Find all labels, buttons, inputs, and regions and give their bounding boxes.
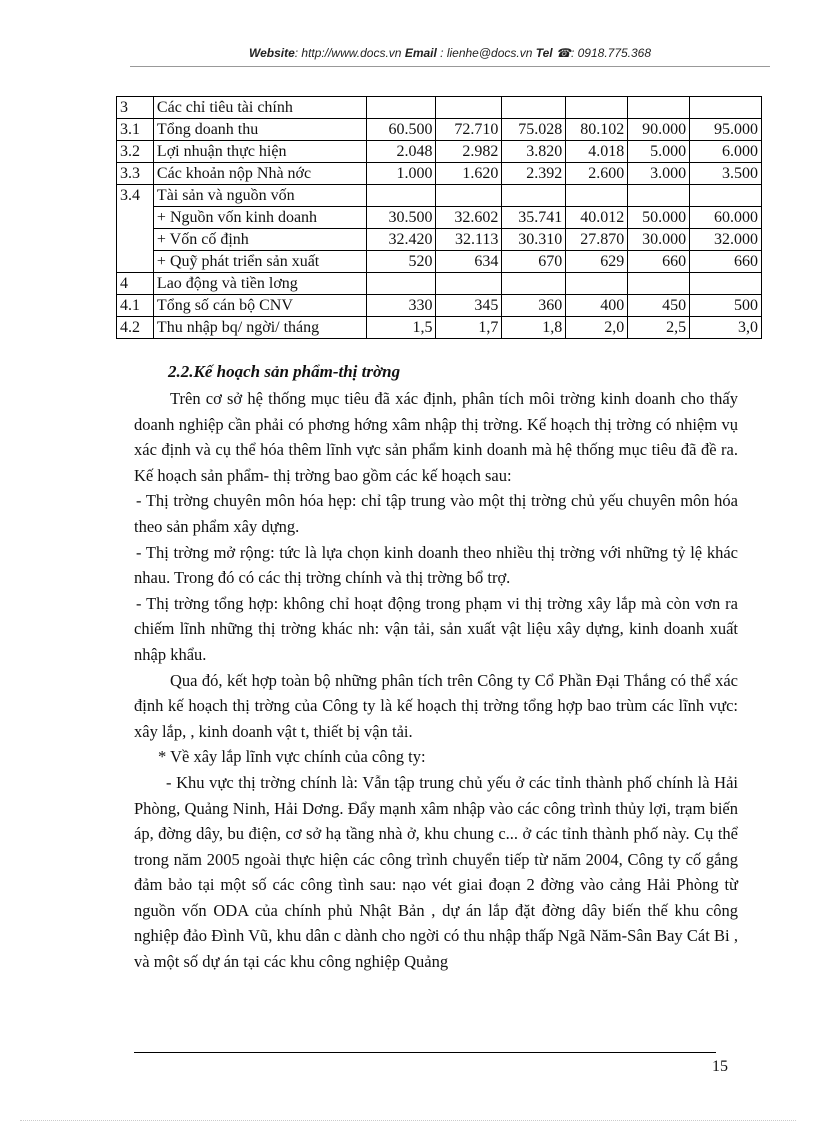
table-row xyxy=(117,207,762,229)
row-label: + Quỹ phát triển sản xuất xyxy=(153,251,366,273)
value-cell xyxy=(502,97,566,119)
row-label: Tài sản và nguồn vốn xyxy=(153,185,366,207)
value-cell: 360 xyxy=(502,295,566,317)
value-cell: 2.982 xyxy=(436,141,502,163)
website-url[interactable]: : http://www.docs.vn xyxy=(294,46,402,60)
paragraph: - Thị trờng mở rộng: tức là lựa chọn kinh doanh theo nhiều thị trờng với những tỷ lệ khác nhau. Trong đó có các thị trờng chính và thị trờng bổ trợ. xyxy=(134,542,738,588)
footer-divider xyxy=(134,1052,716,1053)
value-cell xyxy=(366,185,436,207)
value-cell: 3.820 xyxy=(502,141,566,163)
page-number: 15 xyxy=(712,1058,728,1075)
value-cell: 60.500 xyxy=(366,119,436,141)
value-cell: 60.000 xyxy=(690,207,762,229)
value-cell: 629 xyxy=(566,251,628,273)
paragraph: - Thị trờng chuyên môn hóa hẹp: chỉ tập trung vào một thị trờng chủ yếu chuyên môn hóa theo sản phẩm xây dựng. xyxy=(134,491,738,536)
value-cell: 670 xyxy=(502,251,566,273)
value-cell xyxy=(502,185,566,207)
value-cell: 345 xyxy=(436,295,502,317)
value-cell: 3,0 xyxy=(690,317,762,339)
paragraph: * Về xây lắp lĩnh vực chính của công ty: xyxy=(158,747,426,767)
row-number xyxy=(117,229,154,251)
value-cell: 2.392 xyxy=(502,163,566,185)
value-cell: 30.310 xyxy=(502,229,566,251)
value-cell xyxy=(566,97,628,119)
table-row xyxy=(117,163,762,185)
value-cell xyxy=(690,97,762,119)
value-cell: 500 xyxy=(690,295,762,317)
value-cell: 5.000 xyxy=(628,141,690,163)
row-label: Các chỉ tiêu tài chính xyxy=(153,97,366,119)
value-cell: 32.000 xyxy=(690,229,762,251)
value-cell: 634 xyxy=(436,251,502,273)
value-cell: 35.741 xyxy=(502,207,566,229)
row-number xyxy=(117,251,154,273)
value-cell xyxy=(690,273,762,295)
value-cell: 2.600 xyxy=(566,163,628,185)
tel-number: : 0918.775.368 xyxy=(570,46,652,60)
value-cell: 520 xyxy=(366,251,436,273)
table-row xyxy=(117,141,762,163)
row-label: + Nguồn vốn kinh doanh xyxy=(153,207,366,229)
value-cell xyxy=(628,97,690,119)
row-label: Các khoản nộp Nhà nớc xyxy=(153,163,366,185)
value-cell: 3.000 xyxy=(628,163,690,185)
value-cell: 1,7 xyxy=(436,317,502,339)
value-cell: 90.000 xyxy=(628,119,690,141)
value-cell: 2,5 xyxy=(628,317,690,339)
value-cell: 2.048 xyxy=(366,141,436,163)
value-cell xyxy=(566,185,628,207)
row-label: Tổng doanh thu xyxy=(153,119,366,141)
value-cell: 32.113 xyxy=(436,229,502,251)
value-cell xyxy=(502,273,566,295)
table-row xyxy=(117,251,762,273)
row-label: + Vốn cố định xyxy=(153,229,366,251)
table-row xyxy=(117,273,762,295)
header-divider xyxy=(130,66,770,67)
row-label: Lao động và tiền lơng xyxy=(153,273,366,295)
paragraph: Qua đó, kết hợp toàn bộ những phân tích trên Công ty Cổ Phần Đại Thắng có thể xác định kế hoạch thị trờng của Công ty là kế hoạch thị trờng tổng hợp bao trùm các lĩnh vực: xây lắp, , kinh doanh vật t, thiết bị vận tải. xyxy=(134,670,738,741)
value-cell xyxy=(366,273,436,295)
value-cell: 30.500 xyxy=(366,207,436,229)
value-cell: 1.000 xyxy=(366,163,436,185)
table-row xyxy=(117,97,762,119)
row-number xyxy=(117,207,154,229)
value-cell: 3.500 xyxy=(690,163,762,185)
value-cell xyxy=(366,97,436,119)
value-cell xyxy=(436,273,502,295)
row-label: Thu nhập bq/ ngời/ tháng xyxy=(153,317,366,339)
row-number: 3.2 xyxy=(117,141,154,163)
value-cell: 50.000 xyxy=(628,207,690,229)
section-heading: 2.2.Kế hoạch sản phẩm-thị trờng xyxy=(168,362,401,381)
value-cell: 95.000 xyxy=(690,119,762,141)
website-label: Website xyxy=(248,46,295,60)
email-label: Email xyxy=(404,46,437,60)
value-cell: 450 xyxy=(628,295,690,317)
paragraph: - Khu vực thị trờng chính là: Vẫn tập trung chủ yếu ở các tỉnh thành phố chính là Hải Phòng, Quảng Ninh, Hải Dơng. Đẩy mạnh xâm nhập vào các công trình thủy lợi, trạm biến áp, đờng dây, bu điện, cơ sở hạ tầng nhà ở, khu chung c... ở các tỉnh thành phố này. Cụ thể trong năm 2005 ngoài thực hiện các công trình chuyển tiếp từ năm 2004, Công ty cố gắng đảm bảo tại một số các công tình sau: nạo vét giai đoạn 2 đờng vào cảng Hải Phòng từ nguồn vốn ODA của chính phủ Nhật Bản , dự án lắp đặt đờng dây biến thế khu công nghiệp đảo Đình Vũ, khu dân c dành cho ngời có thu nhập thấp Ngã Năm-Sân Bay Cát Bi , và một số dự án tại các khu công nghiệp Quảng xyxy=(134,772,738,972)
value-cell xyxy=(690,185,762,207)
value-cell: 6.000 xyxy=(690,141,762,163)
row-label: Tổng số cán bộ CNV xyxy=(153,295,366,317)
paragraph: - Thị trờng tổng hợp: không chỉ hoạt động trong phạm vi thị trờng xây lắp mà còn vơn ra chiếm lĩnh những thị trờng khác nh: vận tải, sản xuất vật liệu xây dựng, kinh doanh xuất nhập khẩu. xyxy=(134,593,738,664)
row-number: 4.1 xyxy=(117,295,154,317)
table-row xyxy=(117,317,762,339)
phone-icon: ☎ xyxy=(556,46,571,60)
value-cell: 400 xyxy=(566,295,628,317)
value-cell xyxy=(628,185,690,207)
table-row xyxy=(117,185,762,207)
value-cell xyxy=(628,273,690,295)
page-header xyxy=(130,46,770,60)
value-cell: 75.028 xyxy=(502,119,566,141)
row-number: 3.1 xyxy=(117,119,154,141)
value-cell: 1,8 xyxy=(502,317,566,339)
table-row xyxy=(117,119,762,141)
row-number: 3 xyxy=(117,97,154,119)
value-cell: 660 xyxy=(690,251,762,273)
row-number: 3.3 xyxy=(117,163,154,185)
value-cell: 4.018 xyxy=(566,141,628,163)
value-cell: 1.620 xyxy=(436,163,502,185)
value-cell: 32.602 xyxy=(436,207,502,229)
value-cell xyxy=(436,185,502,207)
value-cell xyxy=(436,97,502,119)
value-cell: 330 xyxy=(366,295,436,317)
paragraph: Trên cơ sở hệ thống mục tiêu đã xác định, phân tích môi trờng kinh doanh cho thấy doanh nghiệp cần phải có phơng hớng xâm nhập thị trờng. Kế hoạch thị trờng có nhiệm vụ xác định và cụ thể hóa thêm lĩnh vực sản phẩm kinh doanh mà hệ thống mục tiêu đã đề ra. Kế hoạch sản phẩm- thị trờng bao gồm các kế hoạch sau: xyxy=(134,389,738,485)
value-cell: 80.102 xyxy=(566,119,628,141)
body-text xyxy=(134,386,738,975)
value-cell: 40.012 xyxy=(566,207,628,229)
row-number: 3.4 xyxy=(117,185,154,207)
row-label: Lợi nhuận thực hiện xyxy=(153,141,366,163)
value-cell: 660 xyxy=(628,251,690,273)
table-row xyxy=(117,229,762,251)
value-cell: 2,0 xyxy=(566,317,628,339)
value-cell: 27.870 xyxy=(566,229,628,251)
email-address[interactable]: : lienhe@docs.vn xyxy=(436,46,533,60)
value-cell xyxy=(566,273,628,295)
row-number: 4.2 xyxy=(117,317,154,339)
row-number: 4 xyxy=(117,273,154,295)
value-cell: 1,5 xyxy=(366,317,436,339)
financial-indicators-table xyxy=(116,96,762,339)
tel-label: Tel xyxy=(535,46,553,60)
value-cell: 72.710 xyxy=(436,119,502,141)
page-edge-line xyxy=(20,1120,796,1121)
table-row xyxy=(117,295,762,317)
value-cell: 30.000 xyxy=(628,229,690,251)
value-cell: 32.420 xyxy=(366,229,436,251)
